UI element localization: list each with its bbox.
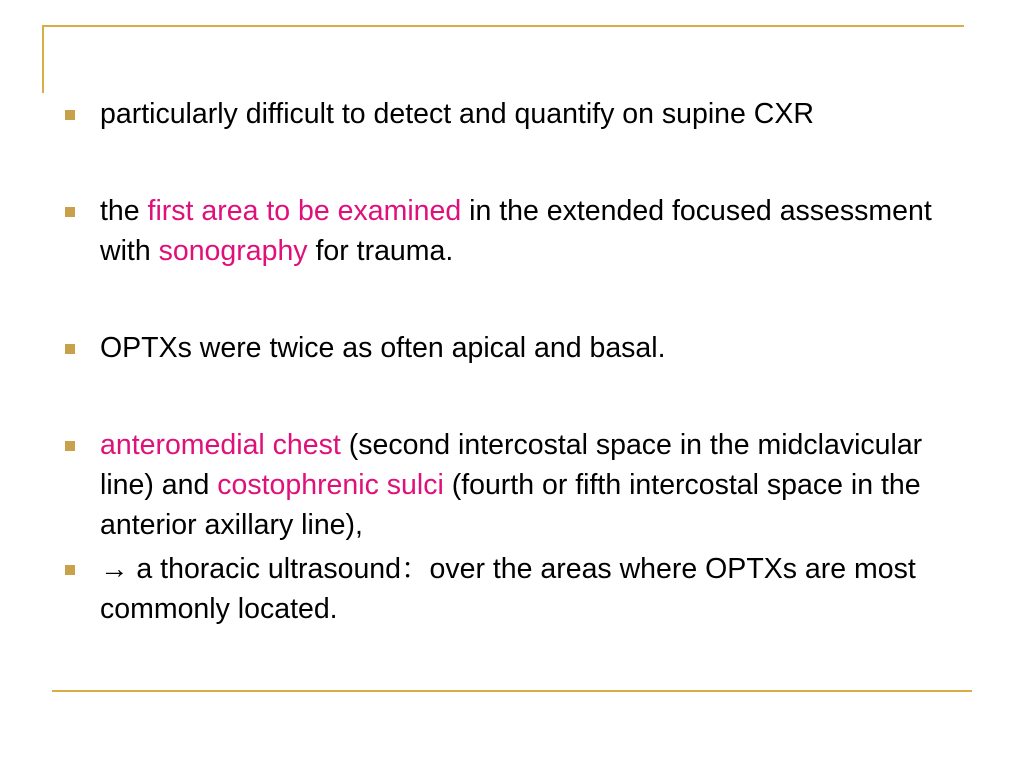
bullet-item <box>62 549 972 629</box>
bullet-item <box>62 328 972 368</box>
text-segment: in the extended focused assessment with <box>100 195 932 267</box>
text-segment: for trauma. <box>307 235 454 267</box>
top-accent-line <box>42 25 964 27</box>
bullet-text <box>100 553 916 625</box>
text-segment: particularly difficult to detect and quantify on supine CXR <box>100 98 814 130</box>
bullet-text <box>100 195 932 267</box>
bottom-accent-line <box>52 690 972 692</box>
bullet-item <box>62 94 972 134</box>
text-segment: → a thoracic ultrasound：over the areas where OPTXs are most commonly located. <box>100 553 916 625</box>
bullet-text <box>100 98 814 130</box>
highlighted-text-segment: first area to be examined <box>147 195 462 227</box>
square-bullet-icon <box>65 344 75 354</box>
highlighted-text-segment: costophrenic sulci <box>217 469 444 501</box>
left-accent-line <box>42 25 44 93</box>
text-segment: the <box>100 195 148 227</box>
bullet-text <box>100 332 666 364</box>
text-segment: (fourth or fifth intercostal space in the anterior axillary line), <box>100 469 921 541</box>
bullet-text <box>100 429 922 541</box>
text-segment: (second intercostal space in the midclavicular line) and <box>100 429 923 501</box>
square-bullet-icon <box>65 207 75 217</box>
square-bullet-icon <box>65 565 75 575</box>
square-bullet-icon <box>65 110 75 120</box>
bullet-item <box>62 191 972 271</box>
highlighted-text-segment: anteromedial chest <box>100 429 341 461</box>
highlighted-text-segment: sonography <box>158 235 308 267</box>
square-bullet-icon <box>65 441 75 451</box>
text-segment: OPTXs were twice as often apical and basal. <box>100 332 666 364</box>
bullet-list <box>62 94 972 629</box>
bullet-item <box>62 425 972 545</box>
